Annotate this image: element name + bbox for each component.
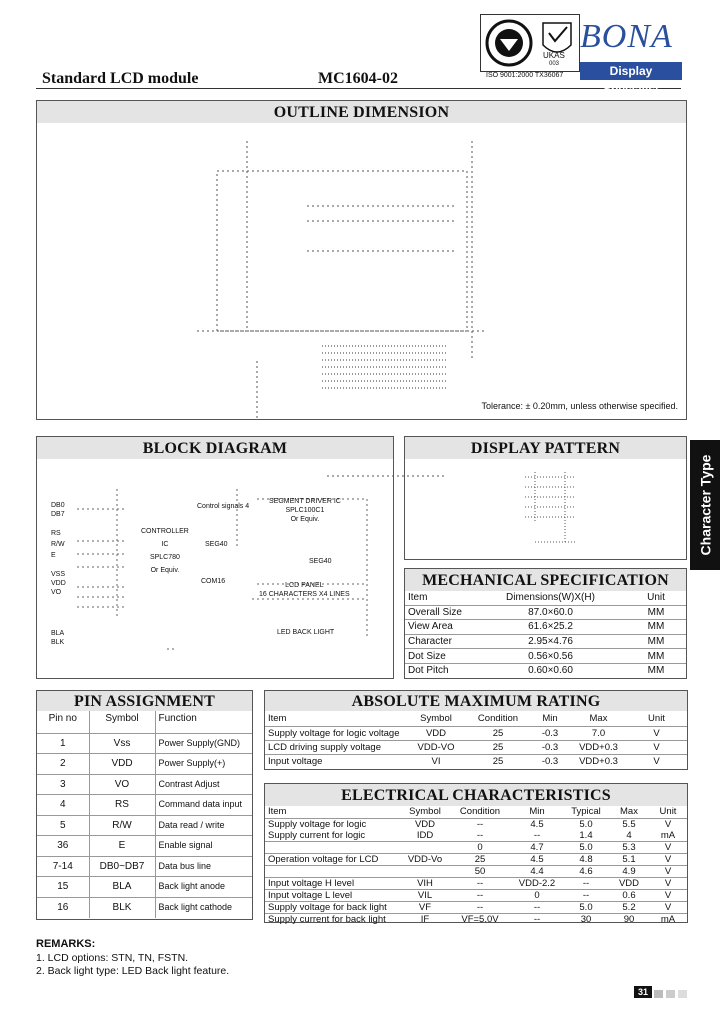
pin-row: [37, 795, 252, 816]
controller-line-3: SPLC780: [149, 554, 180, 561]
abs-max-table: [265, 712, 687, 768]
elec-cell: 4.4: [530, 865, 544, 877]
elec-cell: V: [664, 877, 672, 889]
remark-1: 1. LCD options: STN, TN, FSTN.: [36, 952, 189, 964]
abs-row: [265, 726, 687, 740]
elec-table: [265, 806, 687, 925]
pin-cell: Back light cathode: [155, 897, 252, 918]
elec-cell: --: [476, 889, 484, 901]
abs-cell: Supply voltage for logic voltage: [268, 727, 400, 739]
elec-cell: 5.0: [579, 901, 593, 913]
abs-header: Unit: [648, 713, 665, 725]
abs-row: [265, 754, 687, 768]
mech-row: [405, 663, 686, 678]
remarks-title: REMARKS:: [36, 938, 96, 950]
abs-header: Item: [268, 713, 287, 725]
elec-cell: --: [533, 829, 541, 841]
pin-cell: E: [89, 836, 155, 857]
elec-title: ELECTRICAL CHARACTERISTICS: [341, 787, 611, 804]
elec-cell: VIH: [417, 877, 433, 889]
iso-text: ISO 9001:2000 TX36067: [486, 72, 564, 79]
abs-header: Condition: [477, 713, 519, 725]
certification-icon: [481, 15, 581, 73]
mech-row: [405, 649, 686, 664]
elec-cell: IF: [420, 913, 430, 925]
elec-header-row: [265, 806, 687, 818]
block-title: BLOCK DIAGRAM: [142, 440, 288, 457]
mech-cell: 61.6×25.2: [528, 621, 573, 633]
mech-cell: Character: [408, 635, 452, 647]
pin-row: [37, 815, 252, 836]
outline-title: OUTLINE DIMENSION: [273, 104, 450, 121]
mech-cell: MM: [647, 606, 665, 618]
pin-cell: Enable signal: [155, 836, 252, 857]
pin-header-symbol: Symbol: [89, 711, 155, 733]
elec-cell: Operation voltage for LCD: [268, 853, 379, 865]
elec-cell: 5.2: [622, 901, 636, 913]
remarks-list: [36, 952, 229, 978]
com16-label: COM16: [201, 578, 226, 585]
elec-row: [265, 818, 687, 830]
pin-header-no: Pin no: [48, 713, 77, 724]
abs-cell: Input voltage: [268, 755, 323, 767]
elec-header: Min: [529, 806, 545, 818]
elec-cell: --: [476, 818, 484, 830]
pin-row: [37, 856, 252, 877]
elec-cell: [265, 865, 401, 877]
elec-cell: [401, 865, 449, 877]
abs-row: [265, 740, 687, 754]
elec-cell: 5.1: [622, 853, 636, 865]
elec-row: [265, 853, 687, 865]
pin-cell: VO: [89, 774, 155, 795]
panel-line-2: 16 CHARACTERS X4 LINES: [259, 591, 350, 598]
elec-row: [265, 865, 687, 877]
pin-cell: Data bus line: [155, 856, 252, 877]
elec-cell: 4.6: [579, 865, 593, 877]
pin-cell: Command data input: [155, 795, 252, 816]
pin-table: [37, 711, 252, 918]
cert-label: UKAS: [543, 51, 565, 60]
header-rule: [36, 88, 681, 89]
elec-cell: --: [476, 829, 484, 841]
panel-line-1: LCD PANEL: [285, 582, 324, 589]
block-diagram-section: [36, 436, 394, 679]
elec-header: Item: [268, 806, 287, 818]
abs-cell: 25: [492, 727, 504, 739]
elec-row: [265, 830, 687, 842]
elec-cell: 0: [534, 889, 540, 901]
mech-cell: MM: [647, 650, 665, 662]
abs-cell: VDD: [425, 727, 447, 739]
pin-row: [37, 877, 252, 898]
mech-section: [404, 568, 687, 679]
pin-cell: R/W: [89, 815, 155, 836]
mech-cell: Dot Pitch: [408, 665, 449, 677]
label-rw: R/W: [51, 541, 65, 548]
doc-type: Standard LCD module: [42, 70, 199, 87]
elec-cell: [265, 841, 401, 853]
elec-cell: mA: [660, 829, 676, 841]
elec-cell: Input voltage L level: [268, 889, 353, 901]
elec-header: Max: [620, 806, 638, 818]
mech-title: MECHANICAL SPECIFICATION: [422, 572, 669, 589]
elec-row: [265, 889, 687, 901]
pin-cell: 16: [57, 902, 69, 913]
elec-cell: V: [664, 818, 672, 830]
pin-cell: 36: [57, 840, 69, 852]
display-pattern-section: [404, 436, 687, 560]
elec-cell: 5.0: [579, 818, 593, 830]
pin-header-function: Function: [155, 711, 252, 733]
pin-cell: Vss: [89, 733, 155, 754]
elec-cell: 4.5: [530, 818, 544, 830]
abs-cell: V: [653, 727, 660, 739]
mech-row: [405, 634, 686, 649]
elec-header: Unit: [659, 806, 677, 818]
elec-cell: VDD-Vo: [407, 853, 443, 865]
pin-cell: BLA: [89, 877, 155, 898]
elec-cell: [401, 841, 449, 853]
mech-cell: Dot Size: [408, 650, 446, 662]
elec-cell: 1.4: [579, 829, 593, 841]
pin-row: [37, 733, 252, 754]
mech-table: [405, 591, 686, 678]
label-db0: DB0: [51, 502, 65, 509]
elec-cell: Input voltage H level: [268, 877, 355, 889]
cert-logo: [480, 14, 580, 72]
pin-cell: 4: [59, 799, 66, 811]
cert-number: 003: [549, 61, 560, 67]
pin-cell: VDD: [89, 754, 155, 775]
mech-cell: MM: [647, 665, 665, 677]
abs-cell: 7.0: [591, 727, 606, 739]
elec-cell: VF=5.0V: [461, 913, 499, 925]
elec-cell: 5.3: [622, 841, 636, 853]
label-vdd: VDD: [51, 580, 66, 587]
page-marker: [666, 990, 675, 998]
elec-cell: --: [533, 901, 541, 913]
elec-cell: --: [533, 913, 541, 925]
elec-cell: mA: [660, 913, 676, 925]
label-vss: VSS: [51, 571, 66, 578]
elec-section: [264, 783, 688, 923]
elec-cell: 50: [474, 865, 486, 877]
elec-cell: Supply voltage for back light: [268, 901, 387, 913]
mech-cell: 87.0×60.0: [528, 606, 573, 618]
pin-row: [37, 897, 252, 918]
mech-header-row: [405, 591, 686, 605]
elec-cell: 30: [580, 913, 592, 925]
bona-logo: BONA: [580, 18, 673, 55]
block-wiring: [37, 459, 393, 679]
elec-cell: --: [582, 889, 590, 901]
abs-cell: -0.3: [541, 755, 559, 767]
label-bla: BLA: [51, 630, 65, 637]
abs-cell: 25: [492, 755, 504, 767]
pin-header-row: [37, 711, 252, 733]
abs-header: Symbol: [420, 713, 452, 725]
elec-cell: VIL: [417, 889, 433, 901]
elec-row: [265, 901, 687, 913]
pin-cell: 2: [59, 758, 66, 770]
elec-cell: 4.5: [530, 853, 544, 865]
pin-cell: Power Supply(+): [155, 754, 252, 775]
driver-line-3: Or Equiv.: [290, 516, 320, 523]
elec-cell: --: [582, 877, 590, 889]
elec-cell: V: [664, 853, 672, 865]
abs-cell: -0.3: [541, 727, 559, 739]
pin-cell: 3: [59, 778, 66, 790]
label-db7: DB7: [51, 511, 65, 518]
elec-cell: 5.5: [622, 818, 636, 830]
mech-cell: 2.95×4.76: [528, 635, 573, 647]
pin-row: [37, 836, 252, 857]
page-number: 31: [634, 986, 652, 998]
pin-cell: DB0~DB7: [89, 856, 155, 877]
mech-cell: MM: [647, 635, 665, 647]
abs-cell: VI: [431, 755, 441, 767]
elec-cell: --: [476, 877, 484, 889]
pin-cell: Back light anode: [155, 877, 252, 898]
driver-line-2: SPLC100C1: [285, 507, 325, 514]
elec-cell: Supply current for logic: [268, 829, 366, 841]
mech-row: [405, 605, 686, 620]
tolerance-note: Tolerance: ± 0.20mm, unless otherwise specified.: [481, 401, 678, 411]
mech-cell: 0.60×0.60: [528, 665, 573, 677]
elec-cell: Supply voltage for logic: [268, 818, 367, 830]
abs-cell: 25: [492, 741, 504, 753]
abs-cell: VDD-VO: [417, 741, 455, 753]
pin-row: [37, 774, 252, 795]
abs-cell: V: [653, 741, 660, 753]
mech-cell: MM: [647, 621, 665, 633]
side-tab-label: Character Type: [697, 454, 713, 556]
label-vo: VO: [51, 589, 62, 596]
elec-cell: V: [664, 901, 672, 913]
remark-2: 2. Back light type: LED Back light feature.: [36, 965, 230, 977]
mech-cell: 0.56×0.56: [528, 650, 573, 662]
elec-cell: 0: [477, 841, 483, 853]
abs-cell: V: [653, 755, 660, 767]
mech-header-dim: Dimensions(W)X(H): [506, 592, 595, 604]
abs-cell: -0.3: [541, 741, 559, 753]
elec-cell: 4.7: [530, 841, 544, 853]
pin-cell: 15: [57, 881, 69, 893]
elec-cell: 0.6: [622, 889, 636, 901]
display-pattern-drawing: [505, 467, 605, 557]
elec-header: Symbol: [409, 806, 441, 818]
elec-header: Typical: [571, 806, 601, 818]
elec-cell: 5.0: [579, 841, 593, 853]
pin-cell: 1: [59, 737, 66, 749]
display-pattern-title: DISPLAY PATTERN: [470, 440, 621, 457]
label-e: E: [51, 552, 56, 559]
pin-cell: 5: [59, 819, 66, 831]
elec-row: [265, 841, 687, 853]
abs-header: Min: [542, 713, 558, 725]
elec-cell: 90: [623, 913, 635, 925]
outline-section: [36, 100, 687, 420]
abs-cell: VDD+0.3: [579, 741, 618, 753]
mech-header-unit: Unit: [647, 592, 665, 604]
controller-line-2: IC: [161, 541, 169, 548]
abs-cell: LCD driving supply voltage: [268, 741, 382, 753]
elec-cell: V: [664, 841, 672, 853]
elec-row: [265, 913, 687, 925]
elec-cell: VDD-2.2: [518, 877, 556, 889]
abs-cell: VDD+0.3: [579, 755, 618, 767]
mech-header-item: Item: [408, 592, 428, 604]
elec-cell: V: [664, 889, 672, 901]
elec-cell: IDD: [416, 829, 434, 841]
label-blk: BLK: [51, 639, 65, 646]
mech-cell: View Area: [408, 621, 453, 633]
pin-cell: 7-14: [52, 860, 73, 872]
elec-cell: 4: [626, 829, 632, 841]
page-marker: [654, 990, 663, 998]
seg40-label: SEG40: [205, 541, 228, 548]
abs-header: Max: [589, 713, 608, 725]
elec-cell: 4.8: [579, 853, 593, 865]
label-rs: RS: [51, 530, 61, 537]
abs-header-row: [265, 712, 687, 726]
driver-line-1: SEGMENT DRIVER IC: [269, 498, 341, 505]
elec-cell: Supply current for back light: [268, 913, 386, 925]
elec-cell: VDD: [618, 877, 640, 889]
elec-cell: 4.9: [622, 865, 636, 877]
mech-cell: Overall Size: [408, 606, 462, 618]
side-tab: [690, 440, 720, 570]
control-signals: Control signals 4: [197, 503, 250, 510]
model-number: MC1604-02: [318, 70, 398, 87]
elec-cell: VDD: [414, 818, 436, 830]
pin-title: PIN ASSIGNMENT: [73, 693, 216, 710]
seg40-label-2: SEG40: [309, 558, 332, 565]
elec-cell: --: [476, 901, 484, 913]
page-marker: [678, 990, 687, 998]
pin-cell: Power Supply(GND): [155, 733, 252, 754]
pin-section: [36, 690, 253, 920]
controller-line-4: Or Equiv.: [150, 567, 180, 574]
pin-cell: BLK: [89, 897, 155, 918]
mech-row: [405, 620, 686, 635]
abs-max-section: [264, 690, 688, 770]
logo-tagline: Display Specialist: [580, 62, 682, 80]
elec-cell: 25: [474, 853, 486, 865]
pin-cell: RS: [89, 795, 155, 816]
abs-max-title: ABSOLUTE MAXIMUM RATING: [351, 693, 601, 710]
pin-row: [37, 754, 252, 775]
backlight-label: LED BACK LIGHT: [277, 629, 335, 636]
elec-cell: V: [664, 865, 672, 877]
elec-row: [265, 877, 687, 889]
controller-line-1: CONTROLLER: [141, 528, 189, 535]
elec-cell: VF: [418, 901, 432, 913]
pin-cell: Contrast Adjust: [155, 774, 252, 795]
pin-cell: Data read / write: [155, 815, 252, 836]
elec-header: Condition: [459, 806, 501, 818]
